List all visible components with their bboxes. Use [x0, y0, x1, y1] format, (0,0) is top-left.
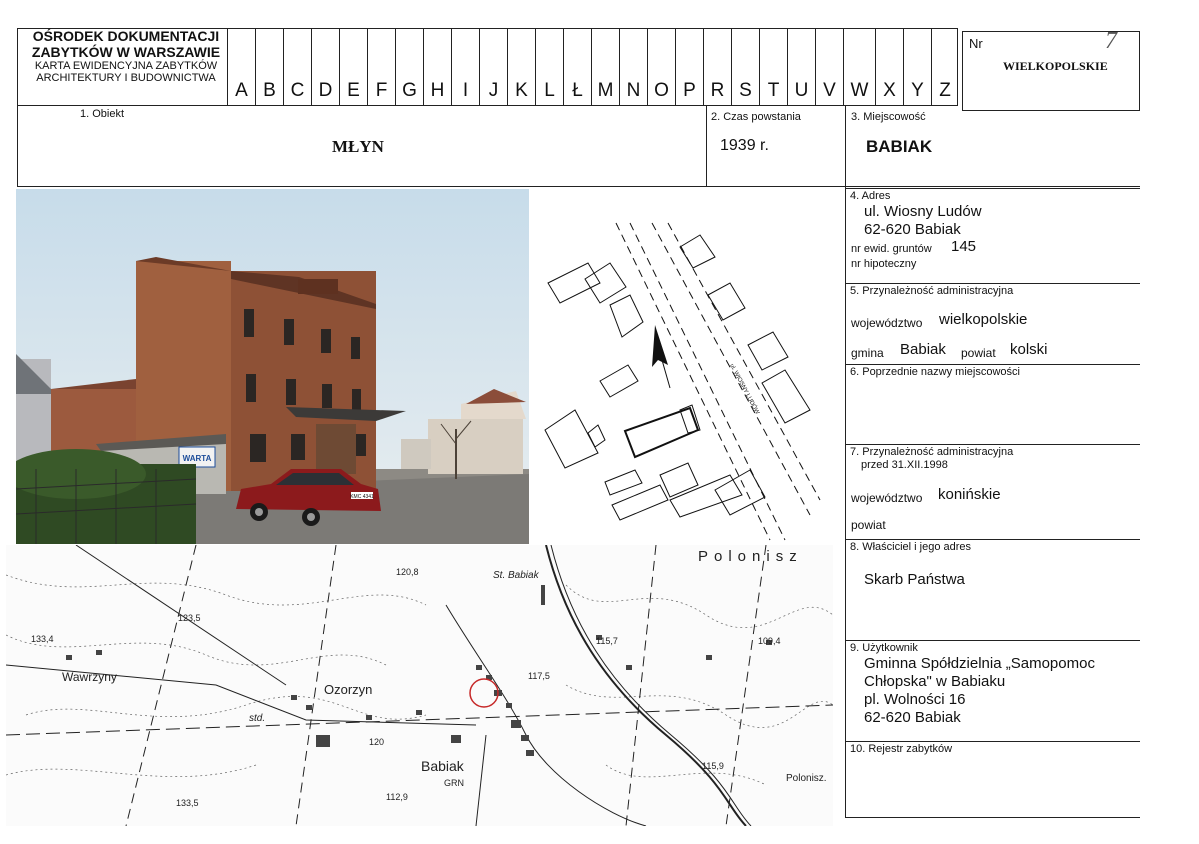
street-label: ul. WIOSNY LUDÓW	[728, 363, 760, 416]
gmina-label: gmina	[851, 346, 884, 360]
poprz-label: 6. Poprzednie nazwy miejscowości	[850, 366, 1020, 378]
adres-line2: 62-620 Babiak	[864, 221, 961, 238]
map-label: 123,5	[178, 613, 201, 623]
woj-value: wielkopolskie	[939, 311, 1028, 328]
map-label: 109,4	[758, 636, 781, 646]
nr-ewid-label: nr ewid. gruntów	[851, 243, 932, 255]
obiekt-value: MŁYN	[332, 137, 384, 156]
przyn2-label: 7. Przynależność administracyjna	[850, 446, 1014, 458]
map-label: Polonisz	[698, 548, 803, 565]
przyn2-sub: przed 31.XII.1998	[861, 459, 948, 471]
obiekt-label: 1. Obiekt	[80, 108, 125, 120]
letter-cell: G	[395, 28, 423, 106]
letter-cell: O	[647, 28, 675, 106]
nr-label: Nr	[969, 36, 983, 51]
map-label: Babiak	[421, 758, 464, 774]
adres-line1: ul. Wiosny Ludów	[864, 203, 982, 220]
letter-cell: S	[731, 28, 759, 106]
woj2-value: konińskie	[938, 486, 1001, 503]
czas-label: 2. Czas powstania	[711, 111, 801, 123]
letter-cell: R	[703, 28, 731, 106]
org-name-line2: ZABYTKÓW W WARSZAWIE	[31, 44, 221, 60]
map-label: std.	[249, 713, 266, 724]
map-label: 112,9	[386, 792, 408, 802]
uzytk-line4: 62-620 Babiak	[864, 709, 961, 726]
card-type-line1: KARTA EWIDENCYJNA ZABYTKÓW	[34, 60, 218, 72]
topo-map-drawing	[6, 545, 833, 826]
map-label: 133,5	[176, 798, 199, 808]
letter-cell: W	[843, 28, 875, 106]
nr-value: 7	[1105, 28, 1117, 54]
letter-cell: J	[479, 28, 507, 106]
powiat2-label: powiat	[851, 518, 886, 532]
map-label: 115,7	[596, 636, 618, 646]
rejestr-label: 10. Rejestr zabytków	[850, 743, 953, 755]
uzytk-line3: pl. Wolności 16	[864, 691, 966, 708]
letter-cell: A	[227, 28, 255, 106]
region-name: WIELKOPOLSKIE	[1003, 59, 1108, 73]
uzytk-label: 9. Użytkownik	[850, 642, 918, 654]
map-label: Wawrzyny	[62, 670, 117, 684]
woj-label: województwo	[851, 316, 923, 330]
card-type-line2: ARCHITEKTURY I BUDOWNICTWA	[36, 72, 216, 84]
wlasc-label: 8. Właściciel i jego adres	[850, 541, 972, 553]
uzytk-line2: Chłopska" w Babiaku	[864, 673, 1006, 690]
letter-cell: L	[535, 28, 563, 106]
map-label: 117,5	[528, 671, 550, 681]
org-name-line1: OŚRODEK DOKUMENTACJI	[32, 28, 220, 44]
map-label: 115,9	[702, 761, 724, 771]
nr-hipo-label: nr hipoteczny	[851, 258, 917, 270]
letter-cell: E	[339, 28, 367, 106]
map-label: 133,4	[31, 634, 54, 644]
woj2-label: województwo	[851, 491, 923, 505]
map-label: St. Babiak	[493, 570, 539, 581]
building-photo	[16, 189, 529, 544]
site-plan	[530, 195, 840, 545]
letter-index	[227, 28, 958, 106]
letter-cell: V	[815, 28, 843, 106]
letter-cell: X	[875, 28, 903, 106]
topographic-map	[6, 545, 833, 826]
map-label: Ozorzyn	[324, 682, 373, 697]
map-label: 120	[369, 737, 385, 747]
adres-label: 4. Adres	[850, 190, 891, 202]
miejscowosc-label: 3. Miejscowość	[851, 111, 926, 123]
map-label: Polonisz.	[786, 773, 827, 784]
letter-cell: C	[283, 28, 311, 106]
letter-cell: U	[787, 28, 815, 106]
letter-cell: P	[675, 28, 703, 106]
map-label: GRN	[444, 778, 464, 788]
letter-cell: I	[451, 28, 479, 106]
photo-illustration	[16, 189, 529, 544]
miejscowosc-value: BABIAK	[866, 137, 933, 156]
letter-cell: Z	[931, 28, 958, 106]
letter-cell: Y	[903, 28, 931, 106]
czas-value: 1939 r.	[720, 137, 769, 154]
nr-ewid-value: 145	[951, 238, 977, 255]
map-label: 120,8	[396, 567, 419, 577]
letter-cell: K	[507, 28, 535, 106]
gmina-value: Babiak	[900, 341, 946, 358]
letter-cell: F	[367, 28, 395, 106]
site-plan-drawing	[530, 195, 840, 545]
letter-cell: H	[423, 28, 451, 106]
powiat-value: kolski	[1010, 341, 1048, 358]
letter-cell: Ł	[563, 28, 591, 106]
wlasc-value: Skarb Państwa	[864, 571, 965, 588]
letter-cell: M	[591, 28, 619, 106]
location-marker	[470, 679, 498, 707]
nr-box	[962, 28, 1140, 111]
header-title	[26, 28, 226, 84]
letter-cell: D	[311, 28, 339, 106]
warta-sign: WARTA	[182, 454, 212, 463]
letter-cell: T	[759, 28, 787, 106]
powiat-label: powiat	[961, 346, 996, 360]
przyn-label: 5. Przynależność administracyjna	[850, 285, 1014, 297]
uzytk-line1: Gminna Spółdzielnia „Samopomoc	[864, 655, 1095, 672]
letter-cell: N	[619, 28, 647, 106]
license-plate: KMC 4341	[350, 494, 374, 500]
letter-cell: B	[255, 28, 283, 106]
